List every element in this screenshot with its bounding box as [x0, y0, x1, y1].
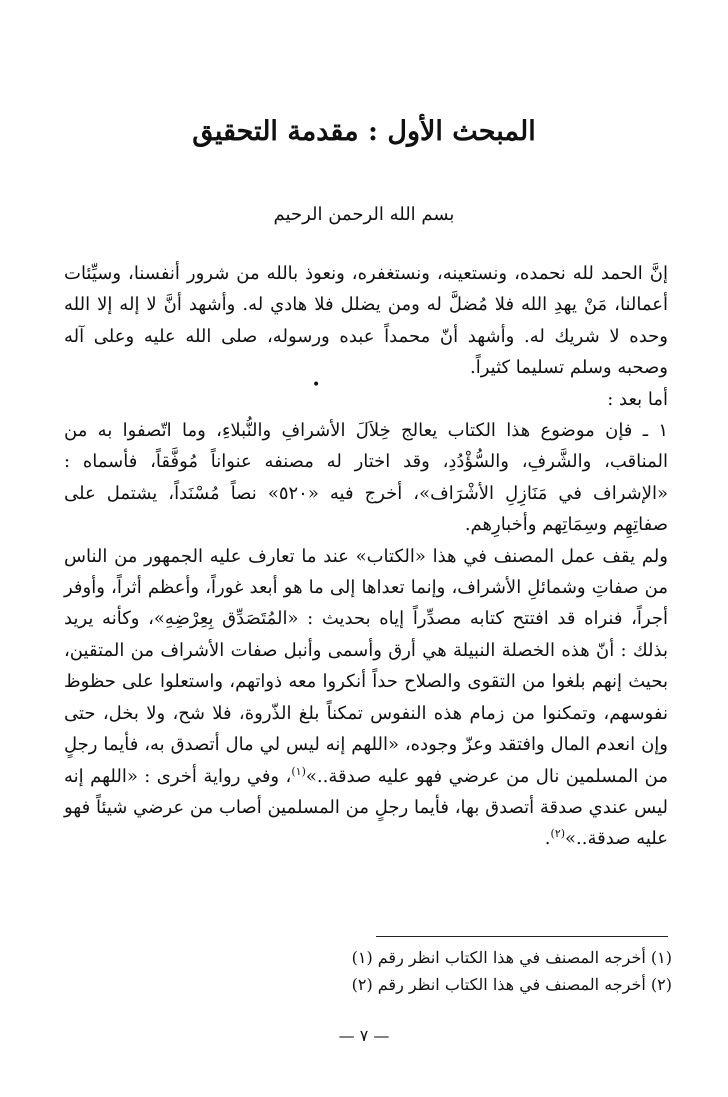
basmala: بسم الله الرحمن الرحيم — [273, 204, 455, 225]
footnote-ref-1: (١) — [291, 764, 306, 778]
footnote-divider — [376, 936, 668, 937]
author-work-paragraph — [64, 541, 668, 855]
section-heading: المبحث الأول : مقدمة التحقيق — [192, 116, 536, 147]
paragraph-end: . — [544, 828, 551, 850]
footnote-2: (٢) أخرجه المصنف في هذا الكتاب انظر رقم (٢) — [351, 975, 672, 994]
footnote-ref-2: (٢) — [550, 827, 566, 841]
amma-bad-line: أما بعد : — [607, 388, 668, 410]
footnotes — [300, 944, 672, 998]
dot-mark: • — [312, 377, 321, 393]
paragraph-text: ولم يقف عمل المصنف في هذا «الكتاب» عند ما تعارف عليه الجمهور من الناس من صفاتِ وشمائلِ الأشراف، وإنما تعداها إلى ما هو أبعد غوراً، وأعظم أثراً، وأوفر أجراً، فنراه قد افتتح كتابه مصدِّراً إياه بحديث : «المُتَصَدِّق بِعِرْضِهِ»، وكأنه يريد بذلك : أنّ هذه الخصلة النبيلة هي أرق وأسمى وأنبل صفات الأشراف من المتقين، بحيث إنهم بلغوا من التقوى والصلاح حداً أنكروا معه ذواتهم، واستعلوا على حظوظ نفوسهم، وتمكنوا من زمام هذه النفوس تمكناً بلغ الذّروة، فلا شح، ولا بخل، حتى وإن انعدم المال وافتقد وعزّ وجوده، «اللهم إنه ليس لي مال أتصدق به، فأيما رجلٍ من المسلمين نال من عرضي فهو عليه صدقة..» — [64, 545, 668, 787]
topic-paragraph: ١ ـ فإن موضوع هذا الكتاب يعالج خِلاَلَ الأشرافِ والنُّبلاءِ، وما اتّصفوا به من المناقب، والشَّرفِ، والسُّؤْدُدِ، وقد اختار له مصنفه عنواناً مُوفَّقاً، فأسماه : «الإشراف في مَنَازِلِ الأشْرَاف»، أخرج فيه «٥٢٠» نصاً مُسْنَداً، يشتمل على صفاتِهِم وسِمَاتِهم وأخبارِهم. — [64, 420, 668, 536]
paragraph-text-cont: ، وفي رواية أخرى : «اللهم إنه ليس عندي صدقة أتصدق بها، فأيما رجلٍ من المسلمين أصاب من عرضي شيئاً فهو عليه صدقة..» — [64, 765, 668, 850]
opening-paragraph: إنَّ الحمد لله نحمده، ونستعينه، ونستغفره، ونعوذ بالله من شرور أنفسنا، وسيِّئات أعمالنا، مَنْ يهدِ الله فلا مُضلَّ له ومن يضلل فلا هادي له. وأشهد أنَّ لا إله إلا الله وحده لا شريك له. وأشهد أنّ محمداً عبده ورسوله، صلى الله عليه وعلى آله وصحبه وسلم تسليما كثيراً. — [64, 263, 668, 379]
footnote-1: (١) أخرجه المصنف في هذا الكتاب انظر رقم (١) — [351, 948, 672, 967]
main-text — [64, 258, 668, 855]
page-number: — ٧ — — [338, 1026, 390, 1045]
